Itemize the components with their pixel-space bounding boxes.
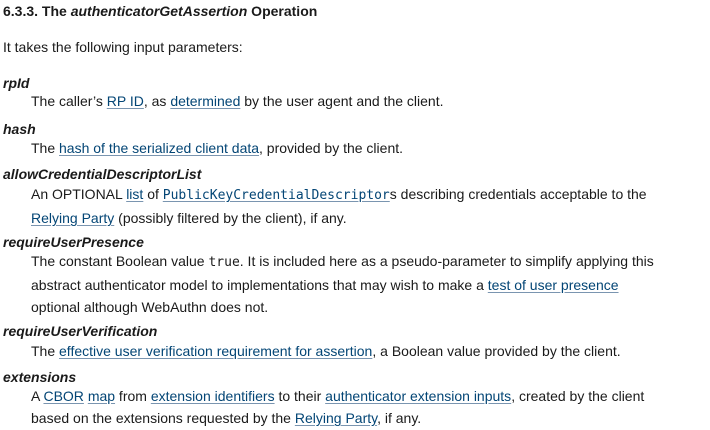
desc-text: A: [31, 388, 44, 404]
link-rp-id[interactable]: RP ID: [106, 93, 144, 109]
link-extension-identifiers[interactable]: extension identifiers: [150, 388, 275, 404]
desc-text: , created by the client: [511, 388, 645, 404]
heading-operation-name: authenticatorGetAssertion: [70, 3, 248, 19]
desc-text: , provided by the client.: [259, 140, 404, 156]
desc-text: optional although WebAuthn does not.: [31, 299, 269, 315]
desc-text: , if any.: [377, 410, 422, 426]
param-term-rpid: rpId: [3, 75, 30, 91]
param-term-hash: hash: [3, 121, 36, 137]
desc-text: of: [143, 186, 163, 202]
link-list[interactable]: list: [126, 186, 144, 202]
desc-text: The: [31, 140, 60, 156]
code-true: true: [208, 255, 240, 270]
link-relying-party[interactable]: Relying Party: [294, 410, 378, 426]
param-desc-require-user-presence: [31, 250, 706, 318]
param-term-require-user-presence: requireUserPresence: [3, 234, 144, 250]
heading-suffix: Operation: [247, 3, 318, 19]
link-authenticator-extension-inputs[interactable]: authenticator extension inputs: [325, 388, 512, 404]
desc-text: to their: [274, 388, 326, 404]
link-cbor[interactable]: CBOR: [43, 388, 84, 404]
param-desc-require-user-verification: [31, 340, 706, 362]
param-desc-extensions: [31, 385, 706, 429]
link-determined[interactable]: determined: [170, 93, 241, 109]
param-desc-rpid: [31, 90, 706, 112]
link-hash-client-data[interactable]: hash of the serialized client data: [59, 140, 260, 156]
section-heading: [3, 1, 317, 21]
param-term-allow-credential-descriptor-list: allowCredentialDescriptorList: [3, 166, 202, 182]
desc-text: based on the extensions requested by the: [31, 410, 295, 426]
intro-text: It takes the following input parameters:: [3, 39, 243, 55]
desc-text: s describing credentials acceptable to the: [389, 186, 647, 202]
link-map[interactable]: map: [87, 388, 116, 404]
desc-text: The caller’s: [31, 93, 107, 109]
link-effective-user-verification-requirement[interactable]: effective user verification requirement for assertion: [59, 343, 373, 359]
link-test-of-user-presence[interactable]: test of user presence: [487, 277, 619, 293]
link-relying-party[interactable]: Relying Party: [31, 210, 115, 226]
desc-text: (possibly filtered by the client), if any.: [114, 210, 347, 226]
param-term-require-user-verification: requireUserVerification: [3, 323, 158, 339]
desc-text: abstract authenticator model to implementations that may wish to make a: [31, 277, 488, 293]
desc-text: by the user agent and the client.: [240, 93, 444, 109]
desc-text: . It is included here as a pseudo-parameter to simplify applying this: [239, 253, 654, 269]
desc-text: , a Boolean value provided by the client.: [372, 343, 621, 359]
desc-text: from: [115, 388, 151, 404]
desc-text: The constant Boolean value: [31, 253, 209, 269]
param-desc-allow-credential-descriptor-list: [31, 183, 706, 229]
param-term-extensions: extensions: [3, 369, 77, 385]
code-public-key-credential-descriptor: PublicKeyCredentialDescriptor: [162, 188, 390, 203]
desc-text: An OPTIONAL: [31, 186, 127, 202]
desc-text: , as: [143, 93, 171, 109]
heading-number: 6.3.3. The: [3, 3, 71, 19]
desc-text: The: [31, 343, 60, 359]
link-public-key-credential-descriptor[interactable]: [163, 186, 390, 202]
param-desc-hash: [31, 137, 706, 159]
